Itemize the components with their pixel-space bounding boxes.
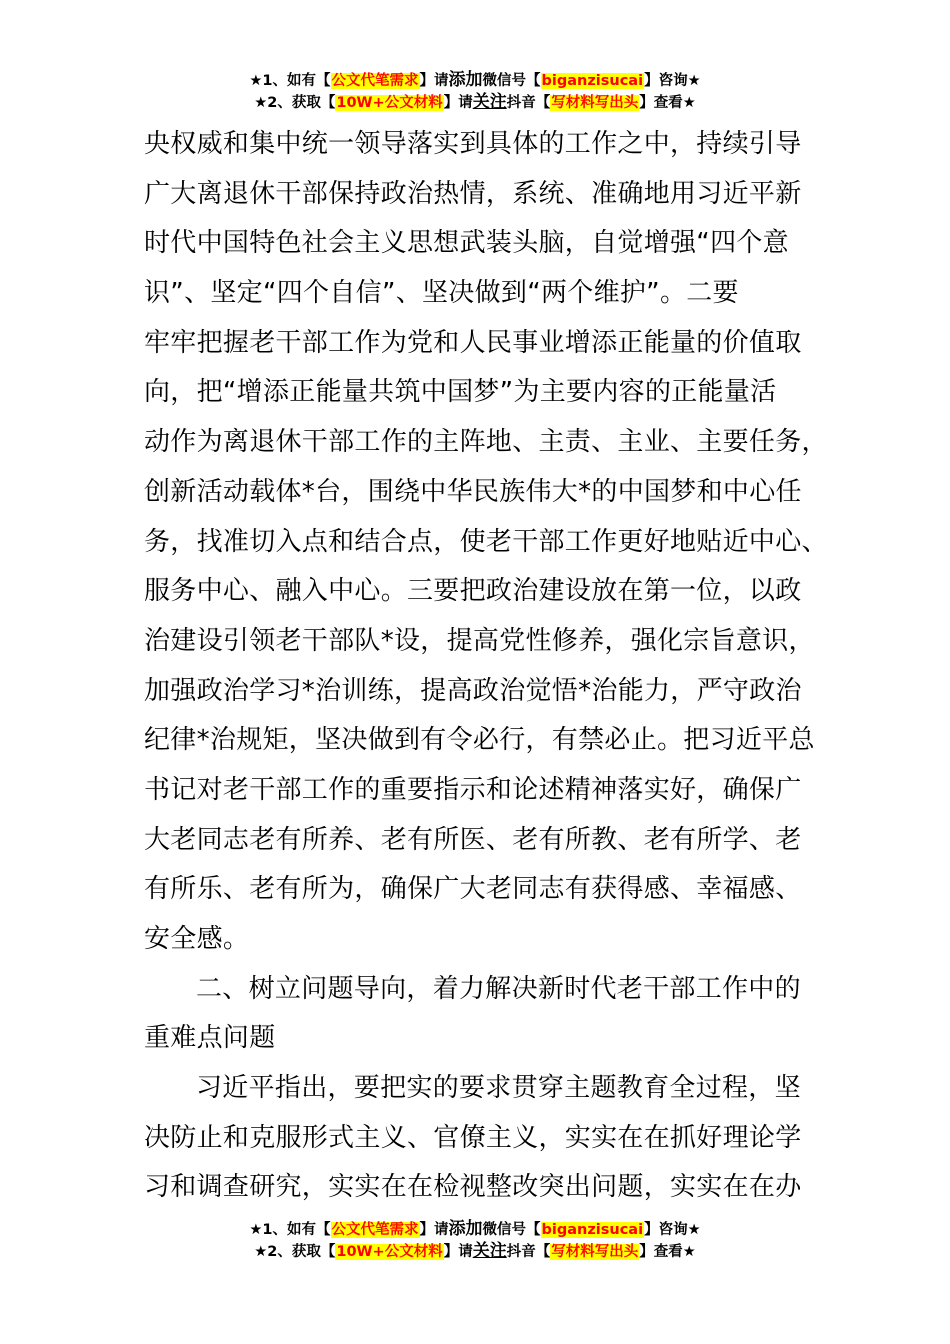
footer-1-highlight-service: 公文代笔需求 xyxy=(331,1222,419,1238)
body-line: 创新活动载体*台，围绕中华民族伟大*的中国梦和中心任 xyxy=(144,476,802,507)
body-line: 决防止和克服形式主义、官僚主义，实实在在抓好理论学 xyxy=(144,1122,802,1153)
footer-2-highlight-materials: 10W+公文材料 xyxy=(336,1244,443,1260)
banner-2-highlight-materials: 10W+公文材料 xyxy=(336,95,443,111)
footer-2-prefix: ★2、获取【 xyxy=(254,1244,336,1260)
footer-2-text-a: 】请 xyxy=(443,1244,473,1260)
footer-1-emphasis: 添加 xyxy=(448,1219,483,1239)
banner-2-suffix: 】查看★ xyxy=(639,95,696,111)
body-line: 央权威和集中统一领导落实到具体的工作之中，持续引导 xyxy=(144,129,802,159)
footer-2-suffix: 】查看★ xyxy=(639,1244,696,1260)
body-line: 时代中国特色社会主义思想武装头脑，自觉增强“四个意 xyxy=(144,228,789,259)
body-line: 书记对老干部工作的重要指示和论述精神落实好，确保广 xyxy=(144,774,802,805)
header-banner xyxy=(0,69,950,113)
banner-2-prefix: ★2、获取【 xyxy=(254,95,336,111)
footer-1-text-b: 微信号【 xyxy=(482,1222,541,1238)
body-line: 广大离退休干部保持政治热情，系统、准确地用习近平新 xyxy=(144,178,802,209)
footer-2-highlight-douyin: 写材料写出头 xyxy=(551,1244,639,1260)
footer-1-suffix: 】咨询★ xyxy=(644,1222,701,1238)
body-line: 动作为离退休干部工作的主阵地、主责、主业、主要任务， xyxy=(144,427,828,458)
document-body xyxy=(144,120,828,1213)
body-line: 习和调查研究，实实在在检视整改突出问题，实实在在办 xyxy=(144,1172,802,1203)
banner-2-text-a: 】请 xyxy=(443,95,473,111)
body-line: 安全感。 xyxy=(144,924,250,954)
body-line: 加强政治学习*治训练，提高政治觉悟*治能力，严守政治 xyxy=(144,675,802,706)
body-line: 大老同志老有所养、老有所医、老有所教、老有所学、老 xyxy=(144,824,802,855)
banner-2-highlight-douyin: 写材料写出头 xyxy=(551,95,639,111)
body-line: 识”、坚定“四个自信”、坚决做到“两个维护”。二要 xyxy=(144,278,739,309)
footer-banner xyxy=(0,1218,950,1262)
banner-2-text-b: 抖音【 xyxy=(506,95,551,111)
banner-line-2 xyxy=(0,91,950,113)
footer-line-2 xyxy=(0,1240,950,1262)
banner-1-highlight-service: 公文代笔需求 xyxy=(331,73,419,89)
footer-1-highlight-wechat: biganzisucai xyxy=(541,1222,644,1238)
footer-line-1 xyxy=(0,1218,950,1240)
section-heading: 二、树立问题导向，着力解决新时代老干部工作中的 xyxy=(196,973,801,1004)
banner-1-suffix: 】咨询★ xyxy=(644,73,701,89)
footer-1-prefix: ★1、如有【 xyxy=(249,1222,331,1238)
body-line: 牢牢把握老干部工作为党和人民事业增添正能量的价值取 xyxy=(144,327,802,358)
body-line: 服务中心、融入中心。三要把政治建设放在第一位，以政 xyxy=(144,576,802,607)
body-line: 习近平指出，要把实的要求贯穿主题教育全过程，坚 xyxy=(196,1073,801,1104)
body-line: 有所乐、老有所为，确保广大老同志有获得感、幸福感、 xyxy=(144,874,802,905)
body-line: 向，把“增添正能量共筑中国梦”为主要内容的正能量活 xyxy=(144,377,777,408)
banner-2-emphasis: 关注 xyxy=(472,92,507,112)
body-line: 务，找准切入点和结合点，使老干部工作更好地贴近中心、 xyxy=(144,526,828,557)
body-line: 纪律*治规矩，坚决做到有令必行，有禁必止。把习近平总 xyxy=(144,725,815,756)
banner-1-emphasis: 添加 xyxy=(448,70,483,90)
banner-line-1 xyxy=(0,69,950,91)
banner-1-text-b: 微信号【 xyxy=(482,73,541,89)
footer-2-text-b: 抖音【 xyxy=(506,1244,551,1260)
section-heading-cont: 重难点问题 xyxy=(144,1023,276,1054)
footer-1-text-a: 】请 xyxy=(419,1222,449,1238)
banner-1-highlight-wechat: biganzisucai xyxy=(541,73,644,89)
body-line: 治建设引领老干部队*设，提高党性修养，强化宗旨意识， xyxy=(144,625,815,656)
footer-2-emphasis: 关注 xyxy=(472,1241,507,1261)
banner-1-prefix: ★1、如有【 xyxy=(249,73,331,89)
banner-1-text-a: 】请 xyxy=(419,73,449,89)
